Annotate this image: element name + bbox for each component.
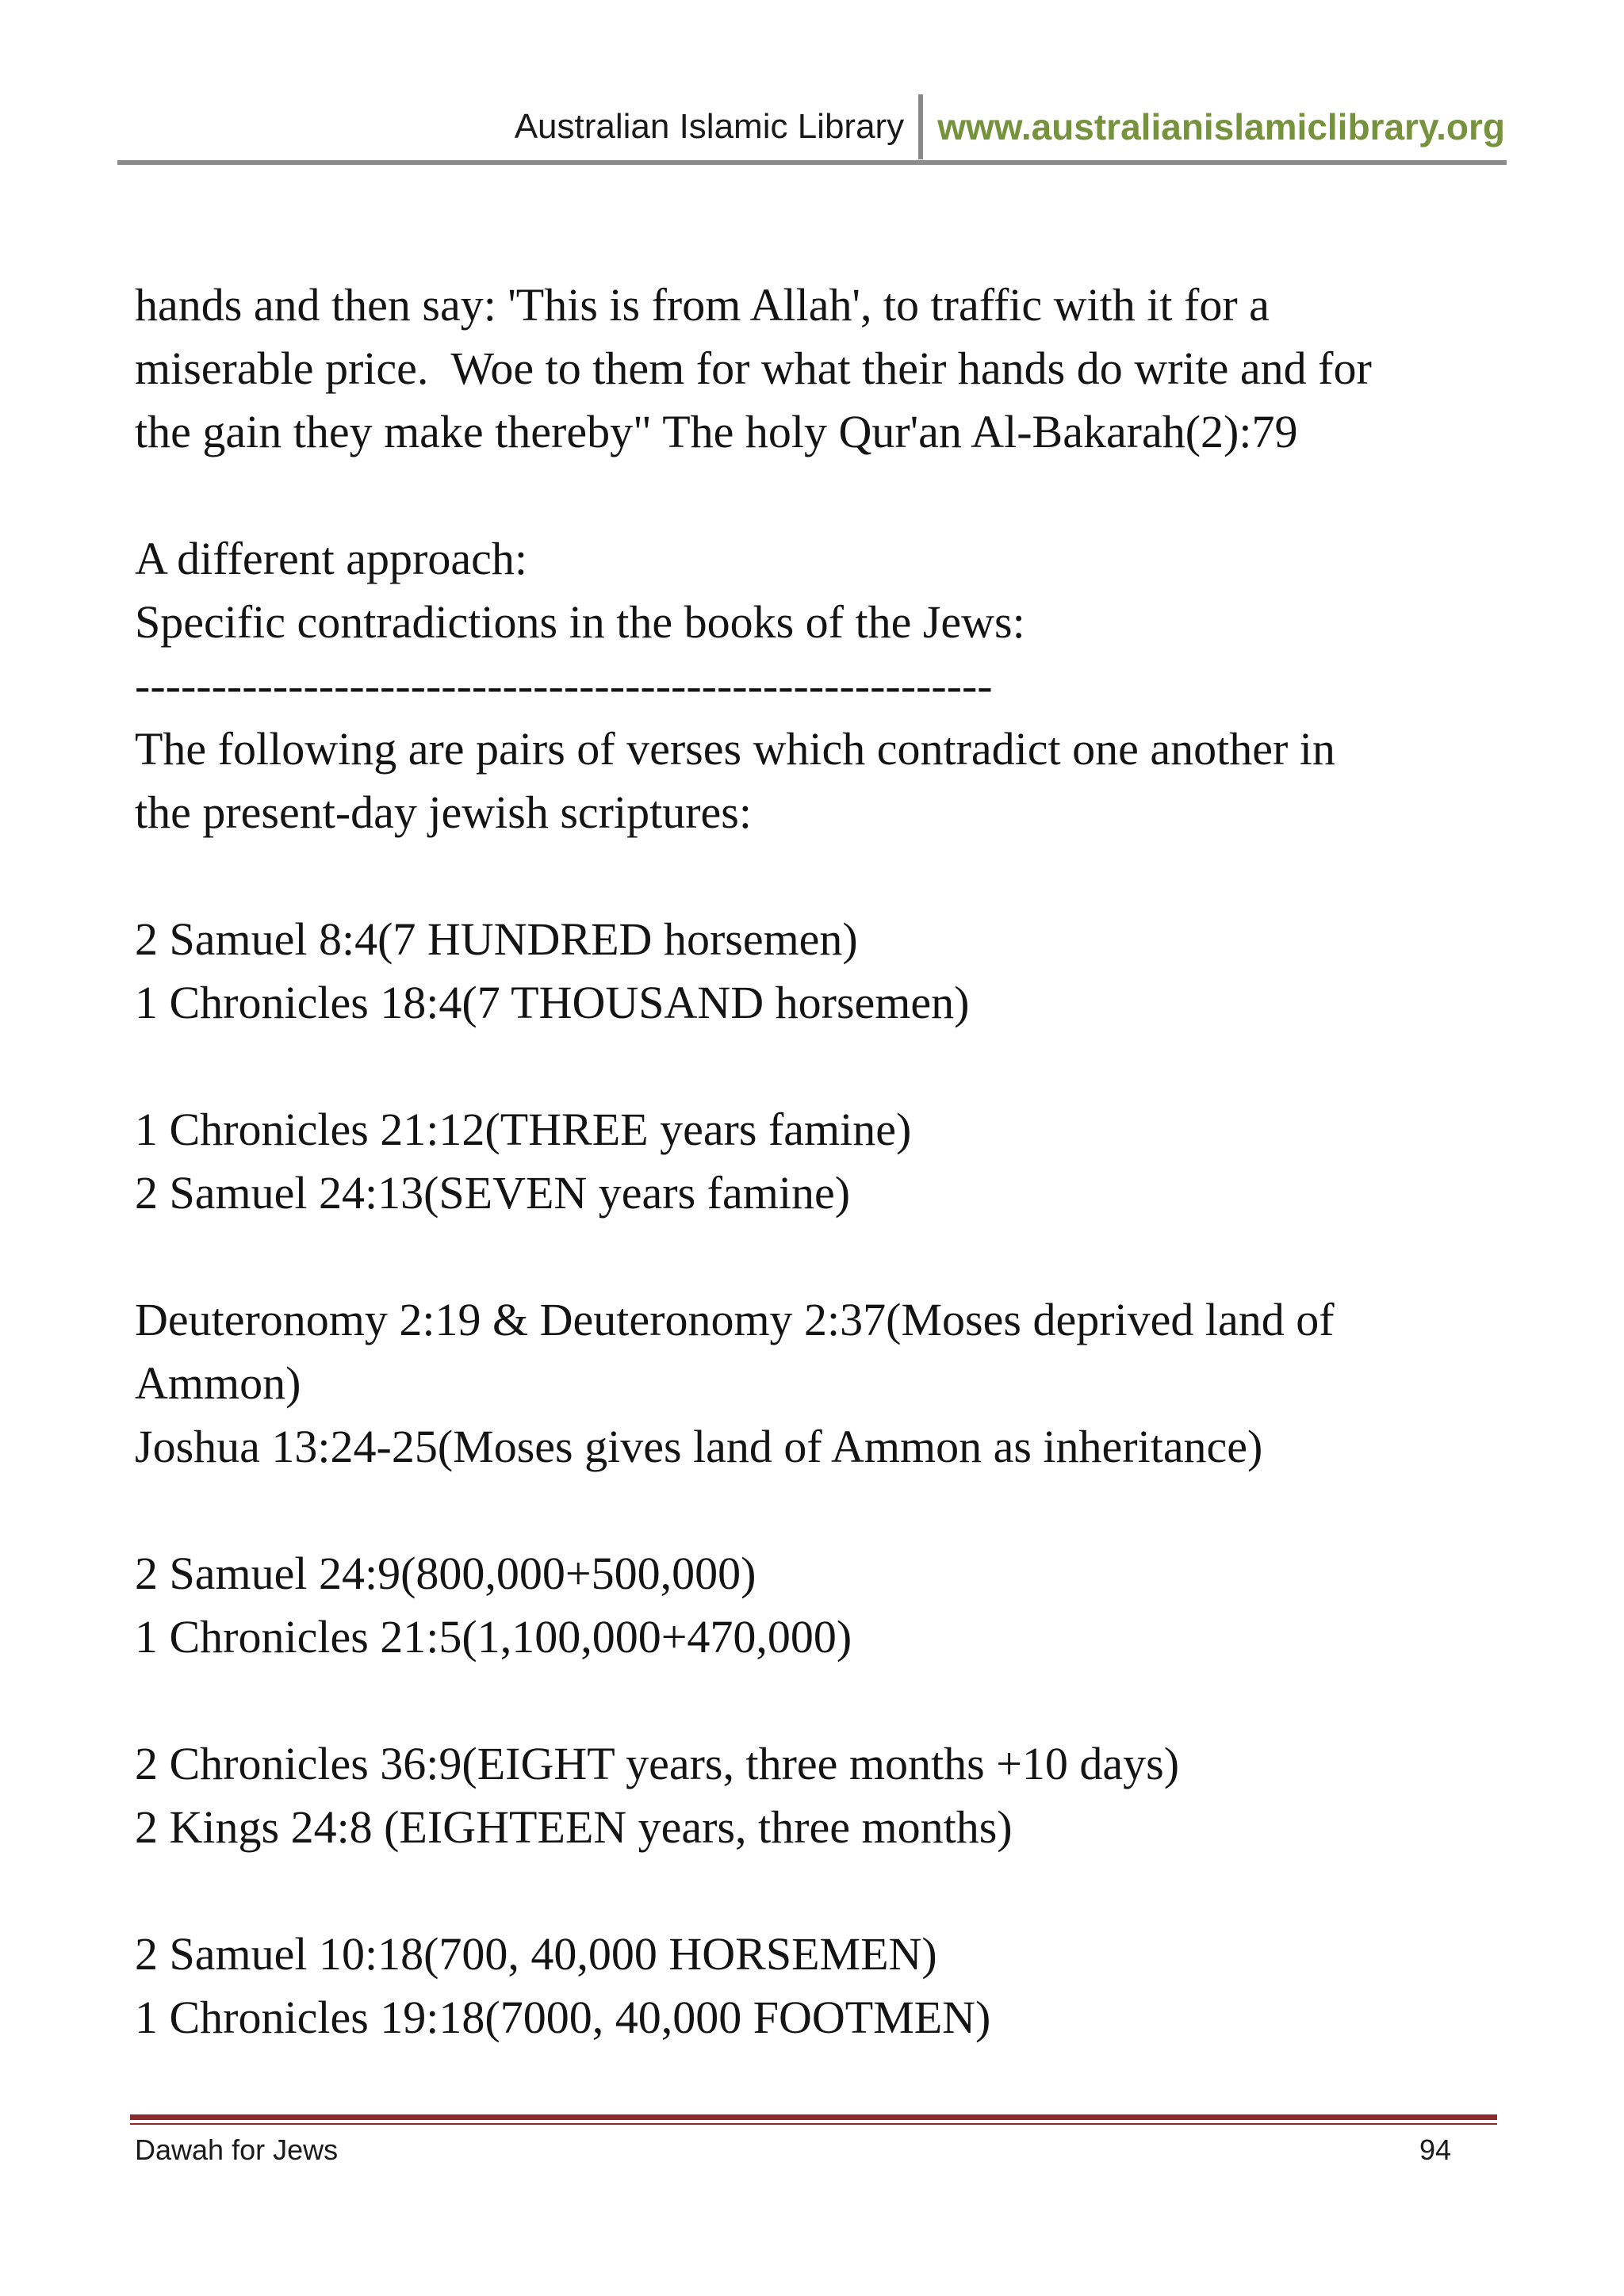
header-url-link[interactable]: www.australianislamiclibrary.org xyxy=(937,106,1505,147)
footer-divider xyxy=(130,2114,1497,2120)
paragraph-gap xyxy=(135,1225,1499,1288)
verse-reference: 2 Chronicles 36:9(EIGHT years, three months +10 days) xyxy=(135,1738,1180,1789)
paragraph-gap xyxy=(135,1859,1499,1923)
verse-reference: Joshua 13:24-25(Moses gives land of Ammon as inheritance) xyxy=(135,1421,1263,1472)
intro-line: the present-day jewish scriptures: xyxy=(135,786,752,838)
verse-reference: Ammon) xyxy=(135,1357,301,1409)
section-heading: A different approach: xyxy=(135,533,527,584)
verse-reference: 1 Chronicles 21:12(THREE years famine) xyxy=(135,1104,912,1155)
quote-line: miserable price. Woe to them for what their hands do write and for xyxy=(135,342,1372,394)
paragraph-gap xyxy=(135,1479,1499,1542)
verse-reference: Deuteronomy 2:19 & Deuteronomy 2:37(Moses deprived land of xyxy=(135,1294,1335,1345)
footer-page-number: 94 xyxy=(1419,2133,1451,2166)
paragraph-gap xyxy=(135,1035,1499,1098)
verse-reference: 2 Samuel 24:13(SEVEN years famine) xyxy=(135,1167,851,1219)
verse-reference: 1 Chronicles 21:5(1,100,000+470,000) xyxy=(135,1611,852,1663)
verse-reference: 2 Kings 24:8 (EIGHTEEN years, three months) xyxy=(135,1801,1013,1853)
header-divider xyxy=(117,160,1507,165)
page-header xyxy=(515,95,1505,159)
quote-line: hands and then say: 'This is from Allah', to traffic with it for a xyxy=(135,279,1270,331)
footer-divider-thin xyxy=(130,2123,1497,2125)
section-subheading: Specific contradictions in the books of the Jews: xyxy=(135,596,1025,648)
page-body xyxy=(135,274,1499,2049)
quote-line: the gain they make thereby" The holy Qur'an Al-Bakarah(2):79 xyxy=(135,406,1298,457)
intro-line: The following are pairs of verses which contradict one another in xyxy=(135,723,1335,775)
verse-reference: 2 Samuel 8:4(7 HUNDRED horsemen) xyxy=(135,913,858,965)
verse-reference: 2 Samuel 24:9(800,000+500,000) xyxy=(135,1548,756,1599)
dashed-divider: -------------------------------------------------------- xyxy=(135,660,993,711)
header-site-name: Australian Islamic Library xyxy=(514,107,905,146)
verse-reference: 1 Chronicles 19:18(7000, 40,000 FOOTMEN) xyxy=(135,1992,991,2043)
footer-book-title: Dawah for Jews xyxy=(135,2133,339,2166)
verse-reference: 2 Samuel 10:18(700, 40,000 HORSEMEN) xyxy=(135,1928,937,1980)
verse-reference: 1 Chronicles 18:4(7 THOUSAND horsemen) xyxy=(135,977,970,1028)
paragraph-gap xyxy=(135,1669,1499,1732)
paragraph-gap xyxy=(135,844,1499,908)
paragraph-gap xyxy=(135,464,1499,527)
